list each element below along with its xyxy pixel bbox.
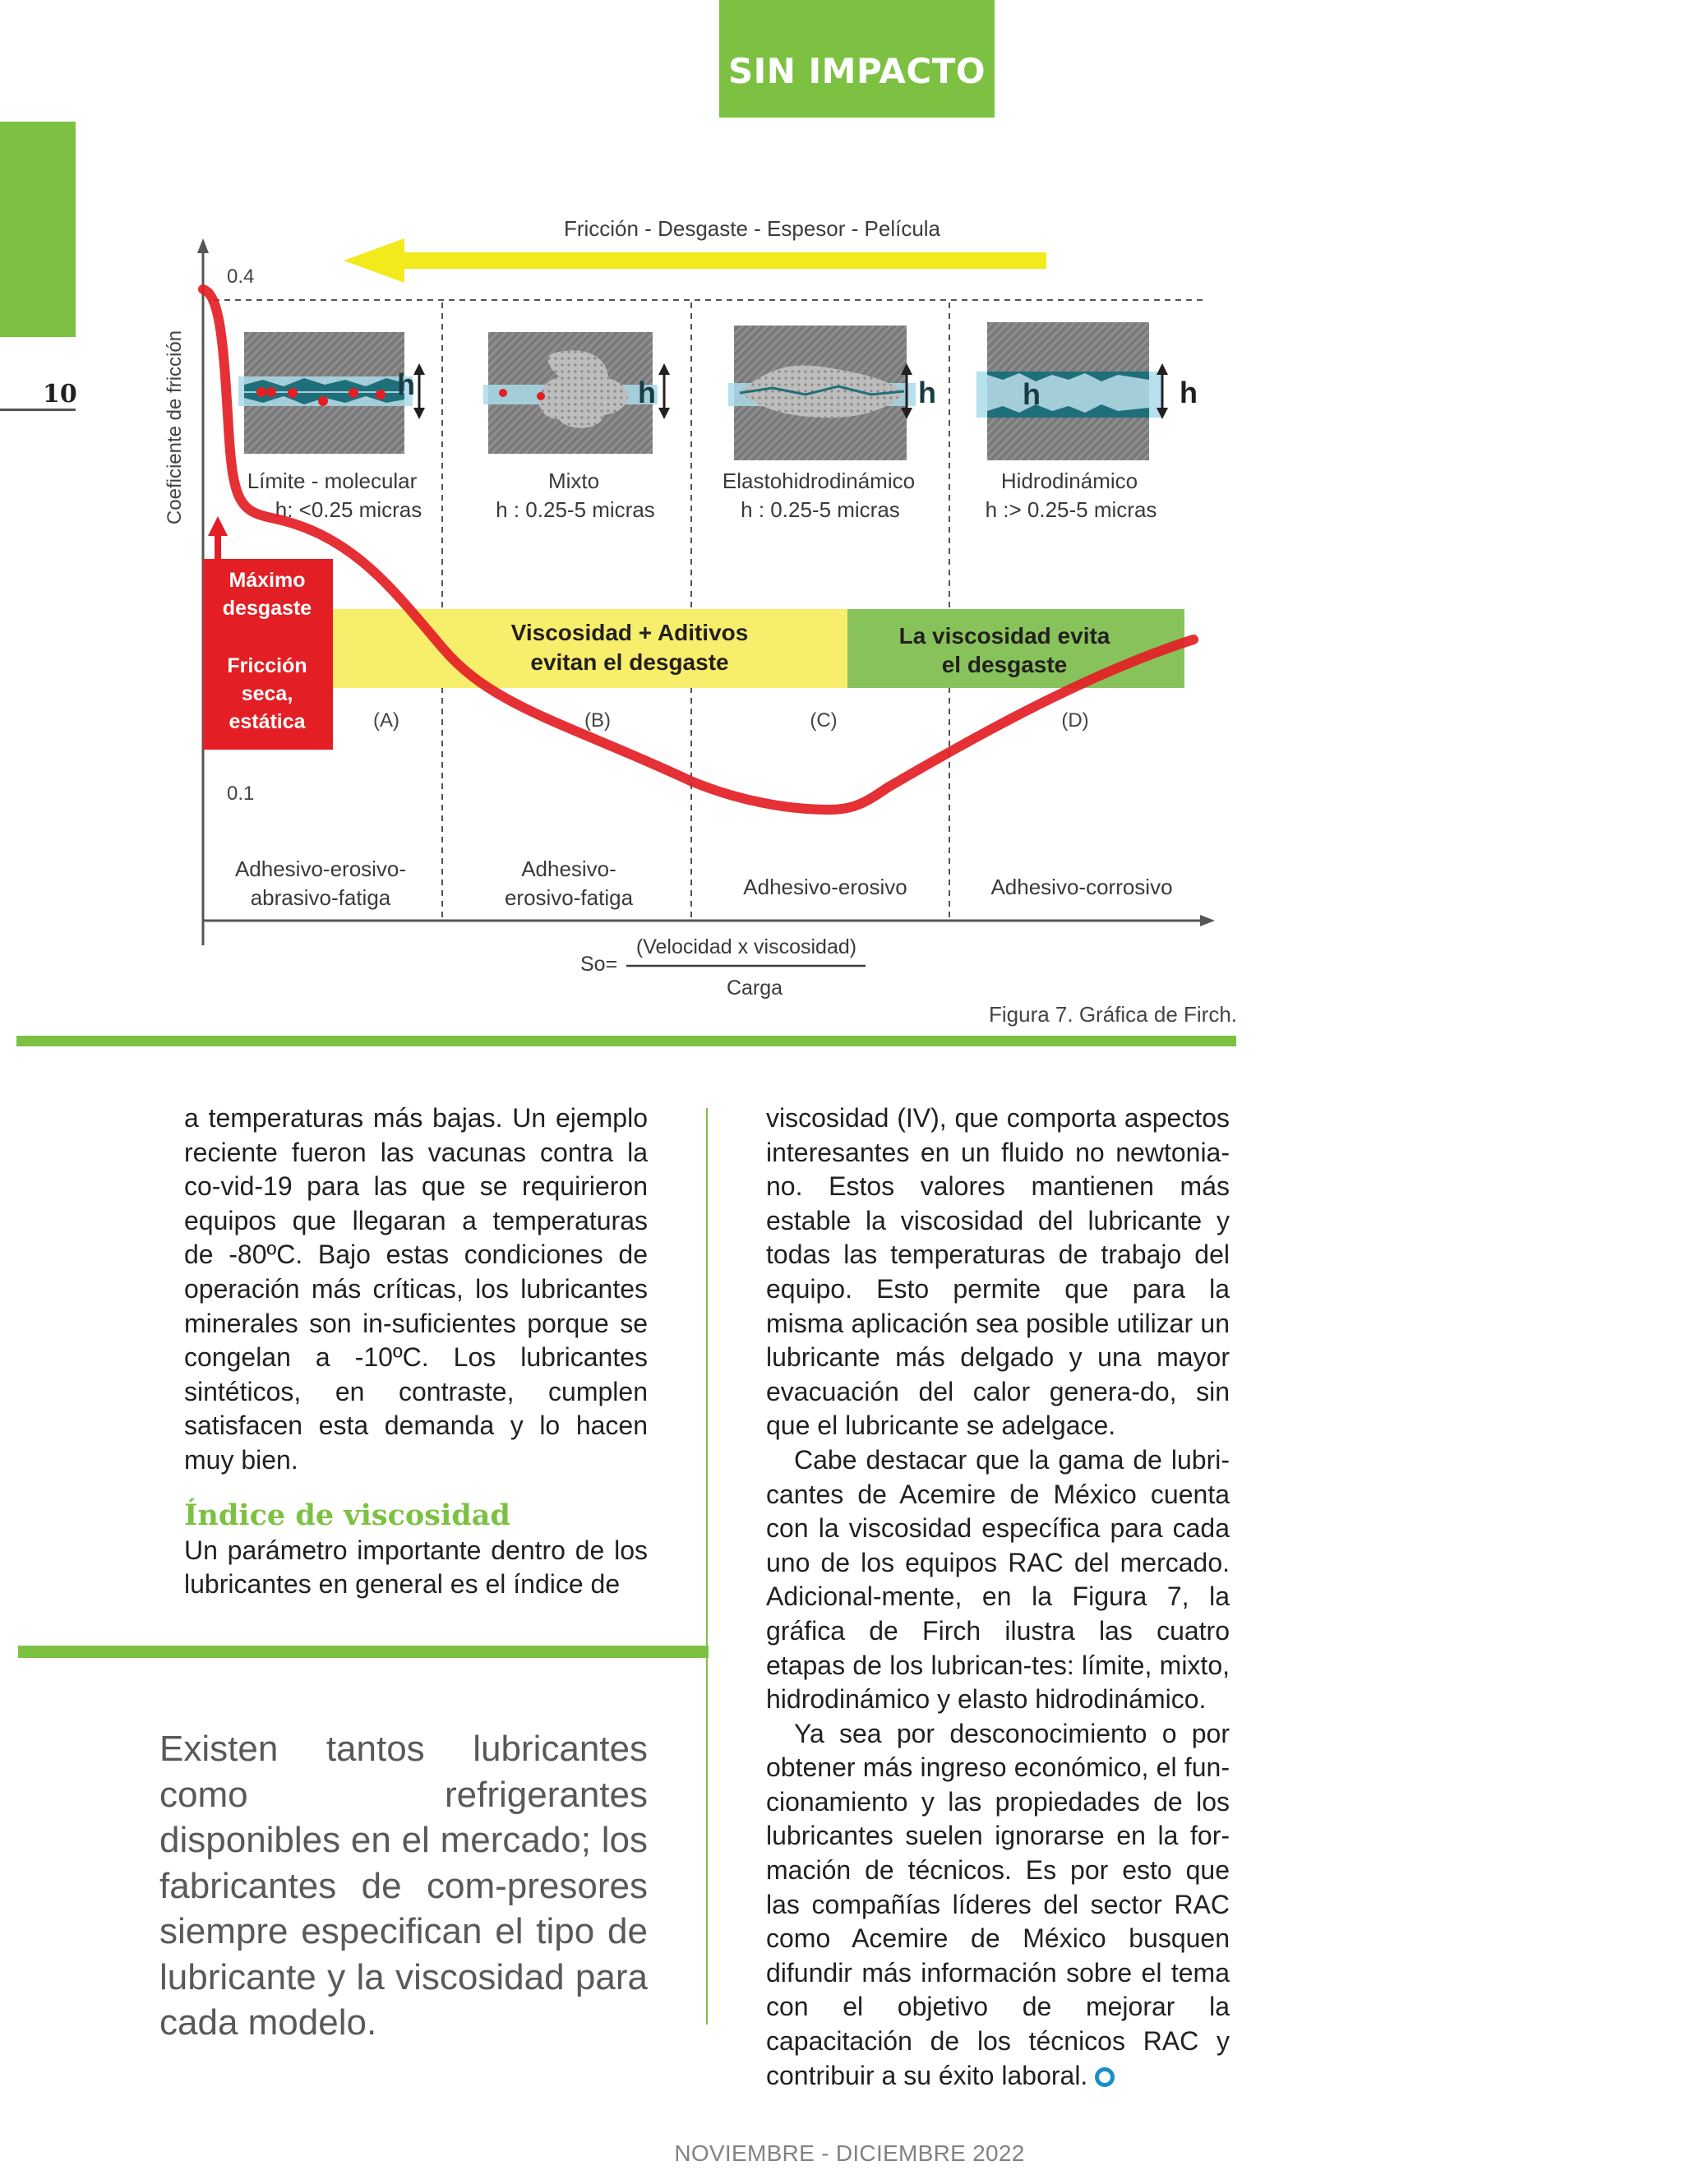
regime-name-c: Elastohidrodinámico [722, 469, 916, 493]
film-symbol-c: h [918, 376, 936, 409]
regime-thickness-d: h :> 0.25-5 micras [985, 497, 1157, 522]
page-number: 10 [43, 380, 77, 409]
right-column [766, 1101, 1230, 2093]
yellow-band-line2: evitan el desgaste [530, 649, 729, 675]
pull-quote: Existen tantos lubricantes como refrigerantes disponibles en el mercado; los fabricantes de com-presores siempre especifican el tipo de lubricante y la viscosidad para cada modelo. [159, 1729, 648, 2043]
regime-letter-b: (B) [584, 709, 611, 732]
wear-d: Adhesivo-corrosivo [990, 875, 1173, 899]
right-paragraph-3 [766, 1717, 1230, 2094]
wear-b-line1: Adhesivo- [521, 857, 616, 881]
green-band-line1: La viscosidad evita [898, 623, 1110, 649]
section-heading: Índice de viscosidad [184, 1498, 510, 1532]
firch-chart [148, 197, 1258, 1036]
regime-image-mixto [483, 332, 658, 454]
section-title: SIN IMPACTO [727, 51, 986, 91]
side-accent-bar [0, 122, 76, 337]
wear-b-line2: erosivo-fatiga [504, 885, 634, 910]
figure-bottom-rule [16, 1036, 1236, 1046]
footer-issue-date: NOVIEMBRE - DICIEMBRE 2022 [674, 2140, 1025, 2166]
red-box-line1: Máximo [229, 569, 306, 592]
regime-letter-c: (C) [810, 709, 838, 732]
wear-a-line2: abrasivo-fatiga [250, 885, 391, 910]
regime-name-a: Límite - molecular [247, 469, 418, 493]
film-symbol-a: h [397, 367, 415, 401]
top-arrow-head [344, 238, 404, 283]
left-column [184, 1101, 648, 1602]
yellow-band-line1: Viscosidad + Aditivos [510, 620, 749, 645]
regime-thickness-b: h : 0.25-5 micras [496, 497, 655, 522]
formula-numerator: (Velocidad x viscosidad) [635, 935, 857, 958]
regime-thickness-a: h: <0.25 micras [275, 497, 422, 522]
section-tab [719, 0, 995, 118]
column-divider [706, 1108, 708, 2025]
formula-denominator: Carga [726, 977, 783, 1000]
max-wear-arrow [208, 516, 228, 559]
film-symbol-b: h [638, 376, 656, 409]
top-arrow-shaft [395, 252, 1046, 269]
y-axis-label: Coeficiente de fricción [164, 330, 186, 525]
film-symbol-d-inner: h [1023, 377, 1041, 411]
regime-image-hidro [976, 322, 1161, 460]
figure-caption: Figura 7. Gráfica de Firch. [989, 1002, 1237, 1027]
right-paragraph-1: viscosidad (IV), que comporta aspectos interesantes en un fluido no newtonia-no. Estos valores mantienen más estable la viscosidad del lubricante y todas las temperaturas de trabajo del equipo. Esto permite que para la misma aplicación sea posible utilizar un lubricante más delgado y una mayor evacuación del calor genera-do, sin que el lubricante se adelgace. [766, 1103, 1230, 1441]
red-box-line2: desgaste [222, 597, 312, 620]
regime-thickness-c: h : 0.25-5 micras [741, 497, 900, 522]
pull-quote-rule [18, 1646, 709, 1658]
regime-name-d: Hidrodinámico [1000, 469, 1138, 493]
y-tick-0-1: 0.1 [227, 783, 255, 805]
red-box-line5: estática [229, 710, 306, 733]
wear-a-line1: Adhesivo-erosivo- [234, 857, 407, 881]
red-box-line3: Fricción [227, 654, 307, 677]
x-axis-arrow [1200, 915, 1215, 926]
left-paragraph-1: a temperaturas más bajas. Un ejemplo reciente fueron las vacunas contra la co-vid-19 para las que se requirieron equipos que llegaran a temperaturas de -80ºC. Bajo estas condiciones de operación más críticas, los lubricantes minerales son in-suficientes porque se congelan a -10ºC. Los lubricantes sintéticos, en contraste, cumplen satisfacen esta demanda y lo hacen muy bien. [184, 1103, 648, 1475]
regime-image-limite [238, 332, 413, 454]
wear-c: Adhesivo-erosivo [743, 875, 907, 899]
regime-image-elasto [728, 326, 916, 460]
right-paragraph-2: Cabe destacar que la gama de lubri-cantes de Acemire de México cuenta con la viscosidad específica para cada uno de los equipos RAC del mercado. Adicional-mente, en la Figura 7, la gráfica de Firch ilustra las cuatro etapas de los lubrican-tes: límite, mixto, hidrodinámico y elasto hidrodinámico. [766, 1444, 1230, 1715]
green-band-line2: el desgaste [941, 652, 1068, 677]
regime-letter-a: (A) [373, 709, 399, 732]
left-paragraph-2: Un parámetro importante dentro de los lubricantes en general es el índice de [184, 1535, 648, 1600]
end-mark-icon [1095, 2067, 1115, 2087]
y-tick-0-4: 0.4 [227, 265, 255, 288]
page-number-rule [0, 409, 76, 411]
red-box-line4: seca, [241, 682, 293, 705]
film-symbol-d: h [1180, 376, 1198, 409]
regime-letter-d: (D) [1061, 709, 1089, 732]
y-axis-arrow [197, 238, 209, 253]
top-arrow-label: Fricción - Desgaste - Espesor - Película [563, 216, 941, 241]
right-paragraph-3-text: Ya sea por desconocimiento o por obtener más ingreso económico, el fun-cionamiento y las propiedades de los lubricantes suelen ignorarse en la for-mación de técnicos. Es por esto que las compañías líderes del sector RAC como Acemire de México busquen difundir más información sobre el tema con el objetivo de mejorar la capacitación de los técnicos RAC y contribuir a su éxito laboral. [766, 1718, 1230, 2090]
formula-lhs: So= [580, 953, 618, 976]
regime-name-b: Mixto [547, 469, 600, 493]
